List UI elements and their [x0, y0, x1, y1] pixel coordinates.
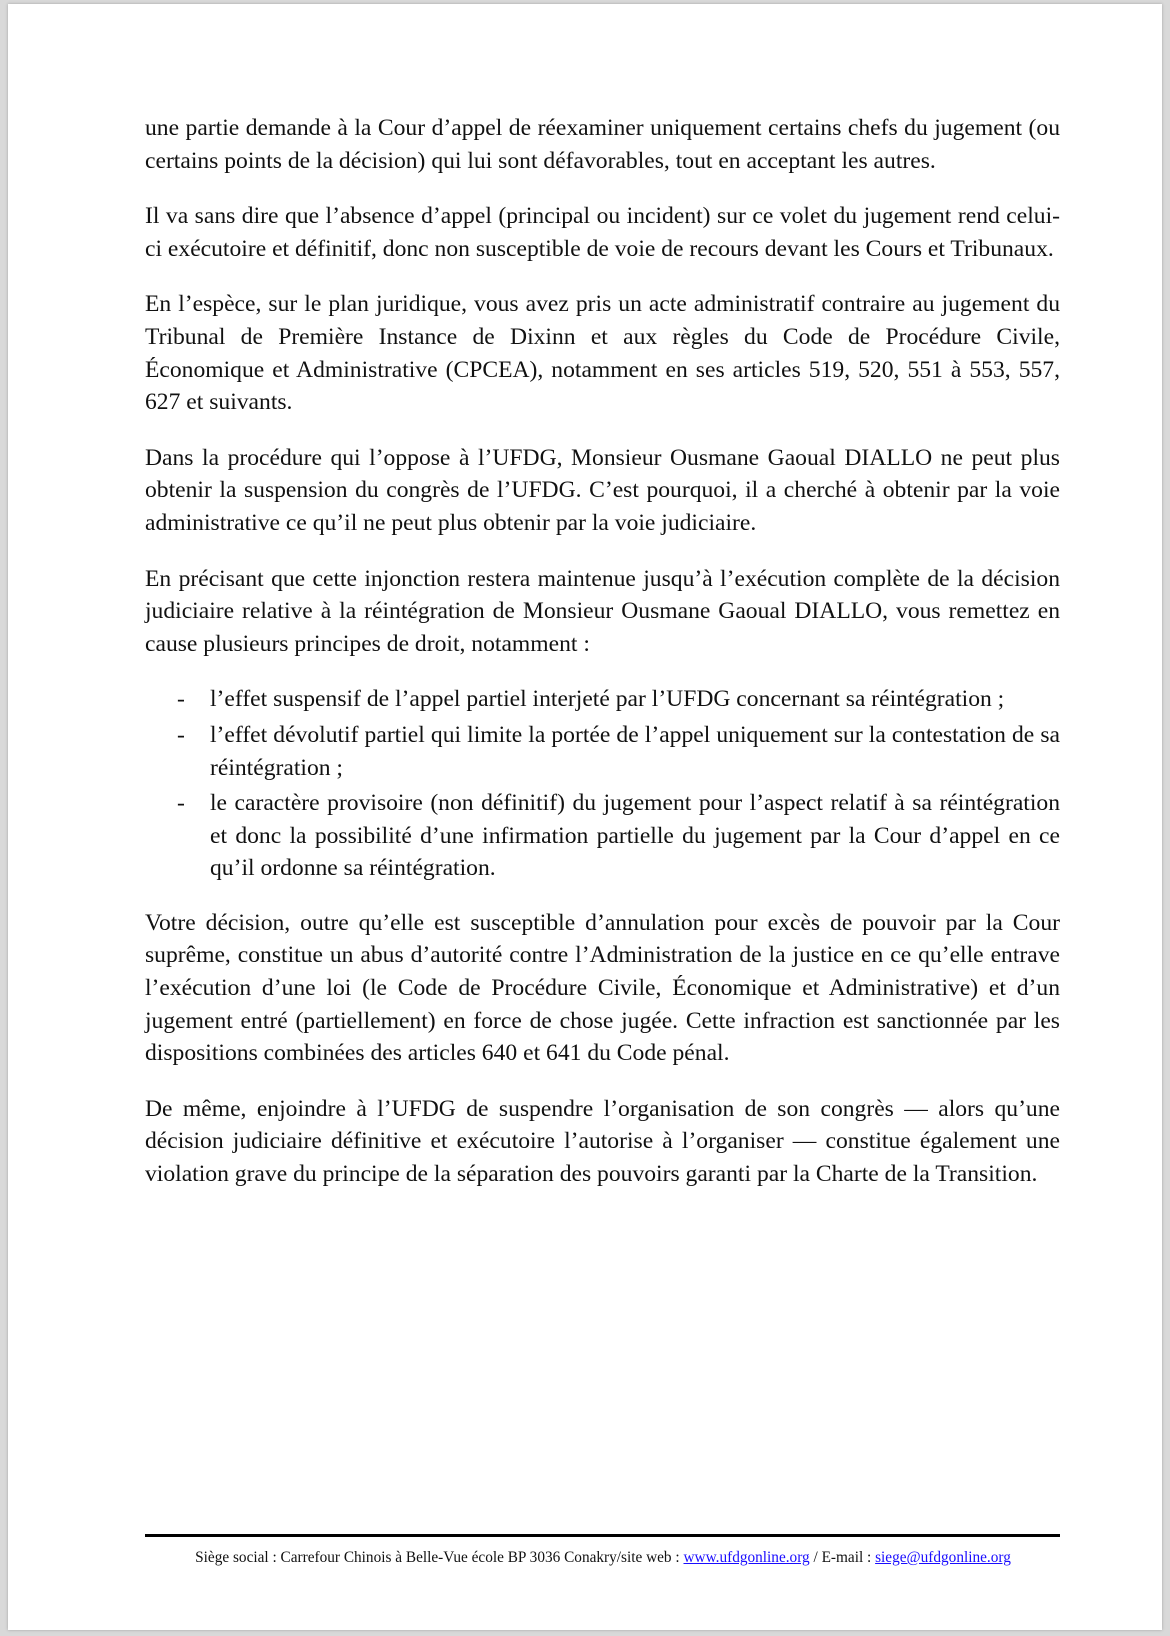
- list-item-text: l’effet suspensif de l’appel partiel interjeté par l’UFDG concernant sa réintégration ;: [210, 686, 1005, 713]
- paragraph-legal-plan: En l’espèce, sur le plan juridique, vous avez pris un acte administratif contraire au jugement du Tribunal de Première Instance de Dixinn et aux règles du Code de Procédure Civile, Économique et Administrative (CPCEA), notamment en ses articles 519, 520, 551 à 553, 557, 627 et suivants.: [145, 291, 1060, 416]
- footer-address: Siège social : Carrefour Chinois à Belle-Vue école BP 3036 Conakry/site web :: [195, 1549, 684, 1566]
- footer-separator: / E-mail :: [809, 1549, 876, 1566]
- document-page: [8, 4, 1162, 1630]
- website-link[interactable]: www.ufdgonline.org: [683, 1549, 810, 1566]
- bullet-dash: -: [177, 790, 185, 817]
- paragraph-injunction: En précisant que cette injonction restera maintenue jusqu’à l’exécution complète de la décision judiciaire relative à la réintégration de Monsieur Ousmane Gaoual DIALLO, vous remettez en cause plusieurs principes de droit, notamment :: [145, 565, 1060, 657]
- page-footer: [8, 1549, 1162, 1567]
- paragraph-partial-appeal: une partie demande à la Cour d’appel de réexaminer uniquement certains chefs du jugement (ou certains points de la décision) qui lui sont défavorables, tout en acceptant les autres.: [145, 115, 1060, 174]
- email-link[interactable]: siege@ufdgonline.org: [875, 1549, 1011, 1566]
- list-item: [145, 787, 1060, 885]
- paragraph-separation-powers: De même, enjoindre à l’UFDG de suspendre l’organisation de son congrès — alors qu’une décision judiciaire définitive et exécutoire l’autorise à l’organiser — constitue également une violation grave du principe de la séparation des pouvoirs garanti par la Charte de la Transition.: [145, 1095, 1060, 1188]
- paragraph-no-appeal: Il va sans dire que l’absence d’appel (principal ou incident) sur ce volet du jugement rend celui-ci exécutoire et définitif, donc non susceptible de voie de recours devant les Cours et Tribunaux.: [145, 203, 1060, 262]
- document-body: [145, 112, 1060, 1214]
- footer-divider: [145, 1534, 1060, 1537]
- principles-list: [145, 683, 1060, 885]
- paragraph-procedure: Dans la procédure qui l’oppose à l’UFDG, Monsieur Ousmane Gaoual DIALLO ne peut plus obtenir la suspension du congrès de l’UFDG. C’est pourquoi, il a cherché à obtenir par la voie administrative ce qu’il ne peut plus obtenir par la voie judiciaire.: [145, 444, 1060, 536]
- bullet-dash: -: [177, 686, 185, 713]
- bullet-dash: -: [177, 721, 185, 748]
- paragraph-decision-abuse: Votre décision, outre qu’elle est susceptible d’annulation pour excès de pouvoir par la Cour suprême, constitue un abus d’autorité contre l’Administration de la justice en ce qu’elle entrave l’exécution d’une loi (le Code de Procédure Civile, Économique et Administrative) et d’un jugement entré (partiellement) en force de chose jugée. Cette infraction est sanctionnée par les dispositions combinées des articles 640 et 641 du Code pénal.: [145, 909, 1060, 1067]
- list-item-text: le caractère provisoire (non définitif) du jugement pour l’aspect relatif à sa réintégration et donc la possibilité d’une infirmation partielle du jugement par la Cour d’appel en ce qu’il ordonne sa réintégration.: [210, 790, 1060, 882]
- list-item-text: l’effet dévolutif partiel qui limite la portée de l’appel uniquement sur la contestation de sa réintégration ;: [210, 721, 1060, 781]
- list-item: [145, 719, 1060, 784]
- list-item: [145, 683, 1060, 716]
